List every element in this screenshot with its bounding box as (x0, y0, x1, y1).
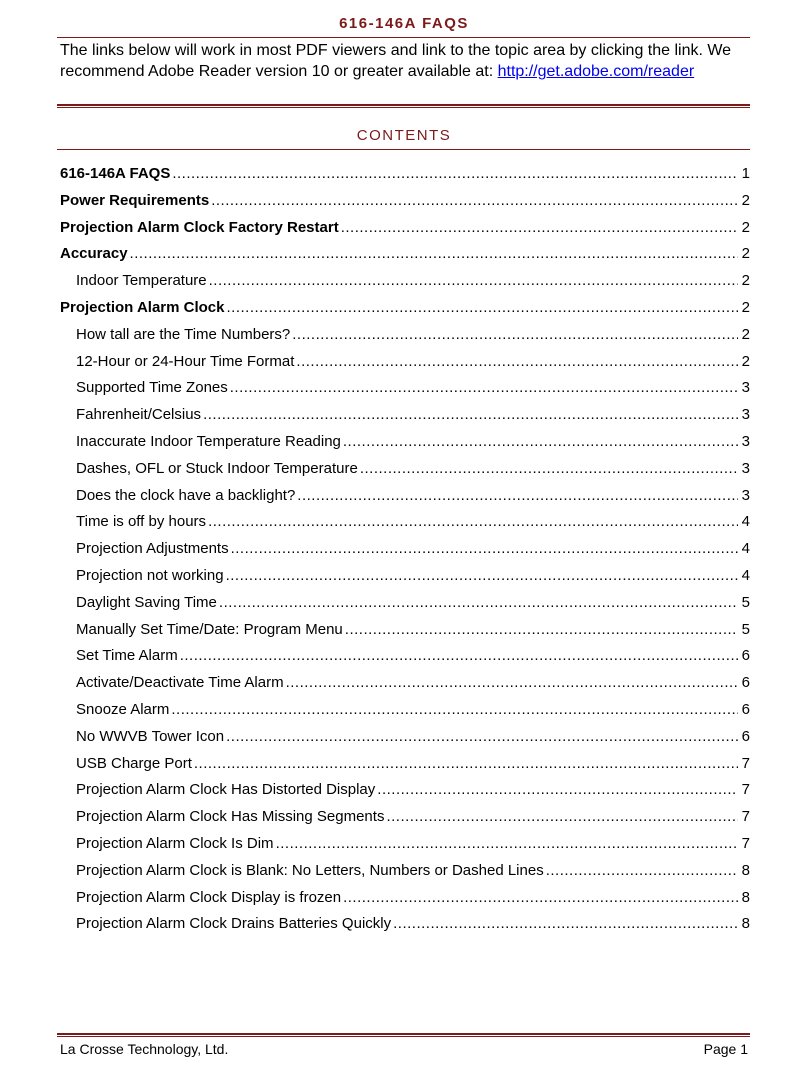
toc-entry-page: 1 (741, 165, 750, 182)
toc-dot-leader (172, 165, 738, 182)
toc-dot-leader (386, 808, 738, 825)
document-title: 616-146A FAQS (339, 15, 469, 32)
toc-entry[interactable] (60, 192, 750, 219)
toc-entry[interactable] (60, 460, 750, 487)
toc-entry[interactable] (60, 808, 750, 835)
toc-entry-page: 6 (741, 727, 750, 745)
contents-heading: CONTENTS (356, 127, 452, 144)
toc-dot-leader (219, 594, 738, 611)
toc-entry-label: Projection Alarm Clock Has Distorted Display (76, 781, 376, 799)
toc-entry-label: Fahrenheit/Celsius (76, 406, 202, 424)
toc-entry-page: 2 (741, 352, 750, 370)
toc-entry-label: Projection not working (76, 566, 224, 584)
contents-divider (57, 149, 750, 150)
toc-dot-leader (296, 353, 738, 370)
toc-dot-leader (230, 379, 738, 396)
toc-dot-leader (208, 513, 738, 530)
toc-dot-leader (393, 915, 738, 932)
toc-entry[interactable] (60, 513, 750, 540)
toc-entry-page: 3 (741, 432, 750, 450)
toc-entry-label: Accuracy (60, 245, 128, 263)
toc-entry[interactable] (60, 567, 750, 594)
toc-entry-label: Projection Alarm Clock Drains Batteries Quickly (76, 915, 392, 933)
toc-entry-label: Snooze Alarm (76, 700, 170, 718)
toc-dot-leader (343, 433, 738, 450)
toc-entry[interactable] (60, 647, 750, 674)
toc-entry-page: 6 (741, 700, 750, 718)
toc-entry[interactable] (60, 219, 750, 246)
toc-entry-page: 7 (741, 808, 750, 826)
toc-entry-page: 7 (741, 834, 750, 852)
toc-dot-leader (211, 192, 738, 209)
toc-entry[interactable] (60, 353, 750, 380)
toc-entry-page: 6 (741, 674, 750, 692)
toc-entry-label: Projection Alarm Clock (60, 298, 225, 316)
footer-company: La Crosse Technology, Ltd. (60, 1041, 229, 1057)
toc-entry-label: Time is off by hours (76, 513, 207, 531)
toc-entry-page: 2 (741, 191, 750, 209)
toc-entry-label: Does the clock have a backlight? (76, 486, 296, 504)
toc-entry-page: 2 (741, 272, 750, 290)
toc-entry-page: 3 (741, 486, 750, 504)
toc-entry[interactable] (60, 862, 750, 889)
toc-entry-label: 616-146A FAQS (60, 165, 171, 182)
toc-entry-label: Power Requirements (60, 191, 210, 209)
toc-entry[interactable] (60, 674, 750, 701)
toc-entry-page: 8 (741, 861, 750, 879)
toc-dot-leader (226, 567, 738, 584)
toc-dot-leader (171, 701, 738, 718)
toc-entry-label: 12-Hour or 24-Hour Time Format (76, 352, 295, 370)
toc-entry[interactable] (60, 326, 750, 353)
toc-entry[interactable] (60, 433, 750, 460)
toc-entry-label: Projection Alarm Clock Factory Restart (60, 218, 339, 236)
toc-dot-leader (226, 728, 738, 745)
toc-entry-label: Projection Alarm Clock Has Missing Segments (76, 808, 385, 826)
toc-entry-page: 4 (741, 540, 750, 558)
toc-entry-label: Inaccurate Indoor Temperature Reading (76, 432, 341, 450)
toc-entry[interactable] (60, 379, 750, 406)
toc-entry-label: Dashes, OFL or Stuck Indoor Temperature (76, 459, 358, 477)
toc-entry-page: 2 (741, 325, 750, 343)
toc-entry-page: 4 (741, 566, 750, 584)
toc-entry-label: Projection Adjustments (76, 540, 229, 558)
table-of-contents (60, 165, 750, 942)
toc-dot-leader (360, 460, 738, 477)
toc-entry-page: 3 (741, 379, 750, 397)
toc-entry[interactable] (60, 272, 750, 299)
toc-entry-page: 8 (741, 888, 750, 906)
toc-entry[interactable] (60, 594, 750, 621)
toc-entry[interactable] (60, 701, 750, 728)
toc-entry-page: 7 (741, 781, 750, 799)
toc-entry-label: How tall are the Time Numbers? (76, 325, 291, 343)
toc-entry-page: 6 (741, 647, 750, 665)
toc-dot-leader (341, 219, 738, 236)
toc-dot-leader (203, 406, 738, 423)
toc-dot-leader (130, 245, 738, 262)
intro-text: The links below will work in most PDF viewers and link to the topic area by clicking the link. We recommend Adobe Reader version 10 or greater available at: (60, 42, 732, 80)
toc-entry[interactable] (60, 835, 750, 862)
toc-entry-page: 3 (741, 406, 750, 424)
toc-entry[interactable] (60, 889, 750, 916)
toc-entry[interactable] (60, 299, 750, 326)
toc-dot-leader (286, 674, 738, 691)
toc-entry-page: 3 (741, 459, 750, 477)
toc-entry-page: 7 (741, 754, 750, 772)
toc-entry-label: No WWVB Tower Icon (76, 727, 225, 745)
toc-dot-leader (227, 299, 739, 316)
toc-dot-leader (231, 540, 738, 557)
toc-entry[interactable] (60, 781, 750, 808)
toc-entry-label: Indoor Temperature (76, 272, 207, 290)
toc-entry[interactable] (60, 487, 750, 514)
intro-paragraph (60, 40, 750, 82)
toc-entry-page: 2 (741, 245, 750, 263)
toc-dot-leader (292, 326, 738, 343)
intro-divider (57, 104, 750, 108)
toc-entry[interactable] (60, 165, 750, 192)
header-divider (57, 37, 750, 38)
toc-dot-leader (546, 862, 738, 879)
footer-divider (57, 1033, 750, 1037)
toc-entry-page: 5 (741, 620, 750, 638)
toc-entry[interactable] (60, 755, 750, 782)
toc-entry-label: Set Time Alarm (76, 647, 178, 665)
toc-entry-label: Projection Alarm Clock is Blank: No Letters, Numbers or Dashed Lines (76, 861, 544, 879)
footer-page-number: Page 1 (703, 1041, 748, 1057)
toc-entry[interactable] (60, 621, 750, 648)
toc-dot-leader (276, 835, 738, 852)
toc-dot-leader (194, 755, 738, 772)
toc-entry[interactable] (60, 728, 750, 755)
toc-dot-leader (343, 889, 738, 906)
toc-entry-page: 5 (741, 593, 750, 611)
toc-entry-label: Manually Set Time/Date: Program Menu (76, 620, 343, 638)
toc-entry-label: Supported Time Zones (76, 379, 228, 397)
toc-entry[interactable] (60, 406, 750, 433)
toc-dot-leader (209, 272, 738, 289)
toc-entry[interactable] (60, 540, 750, 567)
adobe-reader-link[interactable]: http://get.adobe.com/reader (497, 63, 695, 80)
toc-entry-page: 8 (741, 915, 750, 933)
toc-entry-page: 2 (741, 218, 750, 236)
toc-entry-label: USB Charge Port (76, 754, 192, 772)
toc-entry-label: Activate/Deactivate Time Alarm (76, 674, 284, 692)
toc-entry-label: Projection Alarm Clock Is Dim (76, 834, 274, 852)
toc-dot-leader (297, 487, 738, 504)
toc-dot-leader (377, 781, 738, 798)
toc-dot-leader (180, 647, 738, 664)
toc-dot-leader (345, 621, 738, 638)
toc-entry-page: 4 (741, 513, 750, 531)
toc-entry[interactable] (60, 915, 750, 942)
toc-entry[interactable] (60, 245, 750, 272)
toc-entry-label: Projection Alarm Clock Display is frozen (76, 888, 342, 906)
toc-entry-label: Daylight Saving Time (76, 593, 217, 611)
toc-entry-page: 2 (741, 298, 750, 316)
